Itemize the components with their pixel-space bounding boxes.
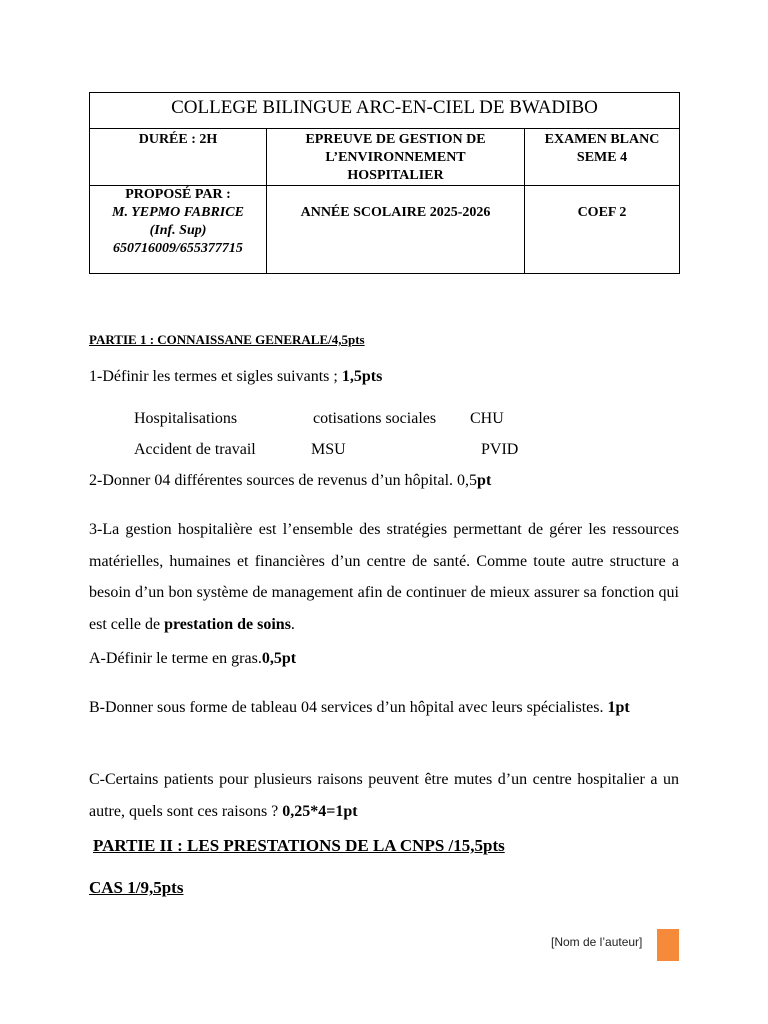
question-3b: B-Donner sous forme de tableau 04 services d’un hôpital avec leurs spécialistes. 1pt — [89, 699, 630, 716]
author-name: M. YEPMO FABRICE — [112, 205, 244, 220]
school-name: COLLEGE BILINGUE ARC-EN-CIEL DE BWADIBO — [90, 93, 680, 129]
subject-cell — [267, 129, 525, 186]
proposed-by-label: PROPOSÉ PAR : — [125, 187, 231, 202]
author-phone: 650716009/655377715 — [113, 241, 243, 256]
term-accident: Accident de travail — [134, 441, 256, 458]
author-role: (Inf. Sup) — [149, 223, 207, 238]
term-chu: CHU — [470, 410, 504, 427]
question-3c-points: 0,25*4=1pt — [282, 802, 358, 820]
term-cotisations: cotisations sociales — [313, 410, 437, 427]
footer-accent-box — [657, 929, 679, 961]
header-table — [89, 92, 680, 274]
exam-cell — [525, 129, 680, 186]
exam-line-1: EXAMEN BLANC — [544, 132, 660, 147]
question-3a: A-Définir le terme en gras.0,5pt — [89, 650, 297, 667]
question-3b-points: 1pt — [607, 699, 630, 716]
footer-author: [Nom de l’auteur] — [551, 935, 643, 949]
subject-line-2: L’ENVIRONNEMENT — [325, 150, 466, 165]
term-pvid: PVID — [481, 441, 519, 458]
question-1-points: 1,5pts — [341, 368, 383, 385]
part-1-title: PARTIE 1 : CONNAISSANE GENERALE/4,5pts — [89, 332, 365, 347]
duration-cell: DURÉE : 2H — [90, 129, 267, 186]
exam-line-2: SEME 4 — [576, 150, 628, 165]
question-3: 3-La gestion hospitalière est l’ensemble des stratégies permettant de gérer les ressources matérielles, humaines et financières d’un centre de santé. Comme toute autre structure a besoin d’un bon système de management afin de continuer de mieux assurer sa fonction qui est celle de prestation de soins. — [89, 521, 679, 633]
question-3c: C-Certains patients pour plusieurs raisons peuvent être mutes d’un centre hospitalier a un autre, quels sont ces raisons ? 0,25*4=1pt — [89, 771, 679, 820]
school-year-cell: ANNÉE SCOLAIRE 2025-2026 — [267, 186, 525, 274]
question-3a-points: 0,5pt — [261, 650, 297, 667]
subject-line-1: EPREUVE DE GESTION DE — [305, 132, 486, 147]
part-2-title: PARTIE II : LES PRESTATIONS DE LA CNPS /15,5pts — [93, 836, 505, 855]
bold-term: prestation de soins — [164, 615, 291, 633]
question-2-points: pt — [477, 472, 492, 489]
term-msu: MSU — [311, 441, 346, 458]
question-2: 2-Donner 04 différentes sources de revenus d’un hôpital. 0,5pt — [89, 472, 492, 489]
case-1-title: CAS 1/9,5pts — [89, 878, 184, 897]
question-1: 1-Définir les termes et sigles suivants ; 1,5pts — [89, 368, 383, 385]
author-cell — [90, 186, 267, 274]
subject-line-3: HOSPITALIER — [347, 168, 444, 183]
coefficient-cell: COEF 2 — [525, 186, 680, 274]
term-hospitalisations: Hospitalisations — [134, 410, 238, 427]
